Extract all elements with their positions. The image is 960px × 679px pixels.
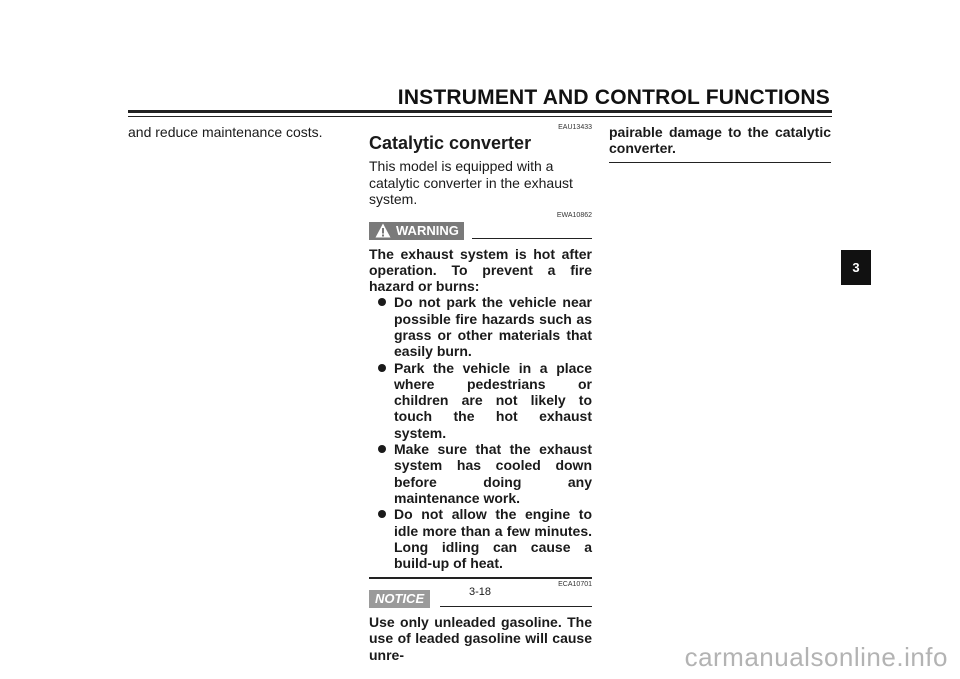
warning-triangle-icon — [375, 223, 391, 238]
list-item: Do not allow the engine to idle more than a few minutes. Long idling can cause a build-up of heat. — [378, 506, 592, 571]
list-item: Park the vehicle in a place where pedestrians or children are not likely to touch the hot exhaust system. — [378, 360, 592, 441]
warning-header — [369, 222, 592, 240]
notice-rule — [440, 606, 592, 607]
page-header-title: INSTRUMENT AND CONTROL FUNCTIONS — [397, 86, 830, 109]
section-title: Catalytic converter — [369, 133, 532, 153]
left-column — [128, 124, 348, 141]
warning-badge — [369, 222, 464, 240]
header-rule-thin — [128, 116, 832, 117]
notice-text: Use only unleaded gasoline. The use of leaded gasoline will cause unre- — [369, 613, 592, 663]
bullet-icon — [378, 445, 386, 453]
watermark: carmanualsonline.info — [684, 642, 948, 672]
chapter-tab: 3 — [841, 250, 871, 285]
warning-code: EWA10862 — [556, 211, 592, 219]
notice-badge: NOTICE — [369, 590, 430, 608]
bullet-icon — [378, 364, 386, 372]
header-rule — [128, 110, 832, 113]
bullet-icon — [378, 510, 386, 518]
section-code: EAU13433 — [558, 124, 592, 131]
warning-rule — [472, 238, 592, 239]
list-item: Do not park the vehicle near possible fire hazards such as grass or other materials that easily burn. — [378, 294, 592, 359]
warning-bullet-list — [369, 294, 592, 571]
warning-label: WARNING — [396, 223, 459, 238]
notice-end-rule — [609, 162, 831, 164]
page-number: 3-18 — [468, 586, 492, 598]
list-item: Make sure that the exhaust system has cooled down before doing any maintenance work. — [378, 441, 592, 506]
continued-text: and reduce maintenance costs. — [128, 124, 323, 140]
warning-text: The exhaust system is hot after operation. To prevent a fire hazard or burns: — [369, 245, 592, 295]
notice-code: ECA10701 — [558, 580, 592, 588]
notice-text-continued: pairable damage to the catalytic converter. — [609, 124, 831, 157]
right-column — [609, 124, 831, 165]
warning-end-rule — [369, 577, 592, 579]
bullet-icon — [378, 298, 386, 306]
middle-column — [369, 124, 592, 663]
intro-paragraph: This model is equipped with a catalytic converter in the exhaust system. — [369, 158, 573, 207]
